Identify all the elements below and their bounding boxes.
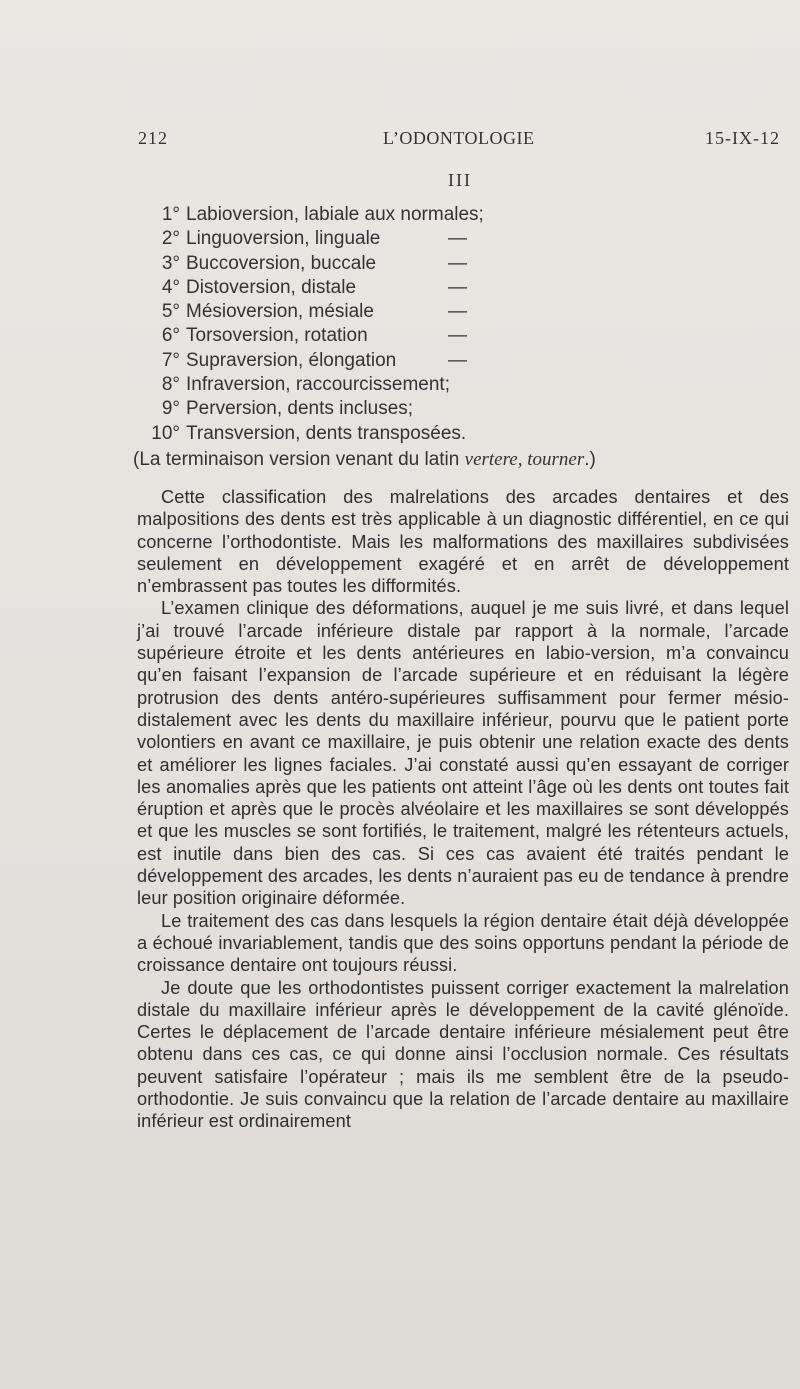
running-header — [138, 128, 788, 152]
list-item-number: 10° — [151, 422, 180, 444]
note-suffix: .) — [584, 449, 596, 470]
list-item — [130, 252, 690, 276]
list-item — [130, 422, 690, 446]
list-item — [130, 349, 690, 373]
list-item — [130, 203, 690, 227]
list-item-dash: — — [448, 301, 467, 323]
note-prefix: (La terminaison version venant du latin — [133, 449, 465, 470]
list-item-number: 3° — [161, 252, 180, 274]
list-item — [130, 227, 690, 251]
issue-date: 15-IX-12 — [705, 128, 780, 148]
list-item-dash: — — [448, 349, 467, 371]
etymology-note — [133, 449, 596, 471]
list-item-text: Mésioversion, mésiale — [186, 301, 374, 323]
list-item-dash: — — [448, 276, 467, 298]
list-item-number: 6° — [161, 325, 180, 347]
list-item — [130, 276, 690, 300]
list-item — [130, 324, 690, 348]
list-item-number: 5° — [161, 301, 180, 323]
list-item-dash: — — [448, 252, 467, 274]
paragraph: L’examen clinique des déformations, auquel je me suis livré, et dans lequel j’ai trouvé l’arcade inférieure distale par rapport à la normale, l’arcade supérieure étroite et les dents antérieures en labio-version, m’a convaincu qu’en faisant l’expansion de l’arcade supérieure et en réduisant la légère protrusion des dents antéro-supérieures suffisamment pour fermer mésio-distalement avec les dents du maxillaire inférieur, pourvu que le patient porte volontiers en avant ce maxillaire, je puis obtenir une relation exacte des dents et améliorer les lignes faciales. J’ai constaté aussi qu’en essayant de corriger les anomalies après que les patients ont atteint l’âge où les dents ont toutes fait éruption et après que le procès alvéolaire et les maxillaires se sont développés et que les muscles se sont fortifiés, le traitement, malgré les rétenteurs actuels, est inutile dans bien des cas. Si ces cas avaient été traités pendant le développement des arcades, les dents n’auraient pas eu de tendance à prendre leur position originaire déformée. — [137, 598, 789, 909]
list-item-number: 7° — [161, 349, 180, 371]
list-item-text: Torsoversion, rotation — [186, 325, 368, 347]
list-item — [130, 300, 690, 324]
list-item-number: 2° — [161, 228, 180, 250]
list-item-text: Labioversion, labiale aux normales; — [186, 204, 484, 225]
list-item — [130, 397, 690, 421]
list-item-text: Transversion, dents transposées. — [186, 422, 467, 444]
page-number: 212 — [138, 128, 168, 148]
list-item-text: Infraversion, raccourcissement; — [186, 374, 450, 396]
list-item-number: 4° — [161, 276, 180, 298]
list-item-number: 1° — [161, 204, 180, 225]
body-text — [137, 486, 789, 1133]
list-item-text: Perversion, dents incluses; — [186, 398, 414, 420]
paragraph: Je doute que les orthodontistes puissent corriger exactement la malrelation distale du maxillaire inférieur après le développement de la cavité glénoïde. Certes le déplacement de l’arcade dentaire inférieure mésialement peut être obtenu dans ces cas, ce qui donne ainsi l’occlusion normale. Ces résultats peuvent satisfaire l’opérateur ; mais ils me semblent être de la pseudo-orthodontie. Je suis convaincu que la relation de l’arcade dentaire au maxillaire inférieur est ordinairement — [137, 977, 789, 1132]
list-item-number: 9° — [161, 398, 180, 420]
list-item — [130, 373, 690, 397]
list-item-text: Buccoversion, buccale — [186, 252, 377, 274]
list-item-number: 8° — [161, 374, 180, 396]
paragraph: Cette classification des malrelations des arcades dentaires et des malpositions des dents est très applicable à un diagnostic différentiel, en ce qui concerne l’orthodontiste. Mais les malformations des maxillaires subdivisées seulement en développement exagéré et en arrêt de développement n’embrassent pas toutes les difformités. — [137, 487, 789, 597]
list-item-dash: — — [448, 228, 467, 250]
classification-list — [130, 203, 690, 446]
note-italic: vertere, tourner — [464, 449, 585, 470]
list-item-text: Linguoversion, linguale — [186, 228, 381, 250]
list-item-text: Supraversion, élongation — [186, 349, 397, 371]
list-item-text: Distoversion, distale — [186, 276, 357, 298]
journal-title: L’ODONTOLOGIE — [383, 128, 535, 148]
section-number: III — [448, 170, 472, 190]
paragraph: Le traitement des cas dans lesquels la région dentaire était déjà développée a échoué invariablement, tandis que des soins opportuns pendant la période de croissance dentaire ont toujours réussi. — [137, 910, 789, 976]
list-item-dash: — — [448, 325, 467, 347]
